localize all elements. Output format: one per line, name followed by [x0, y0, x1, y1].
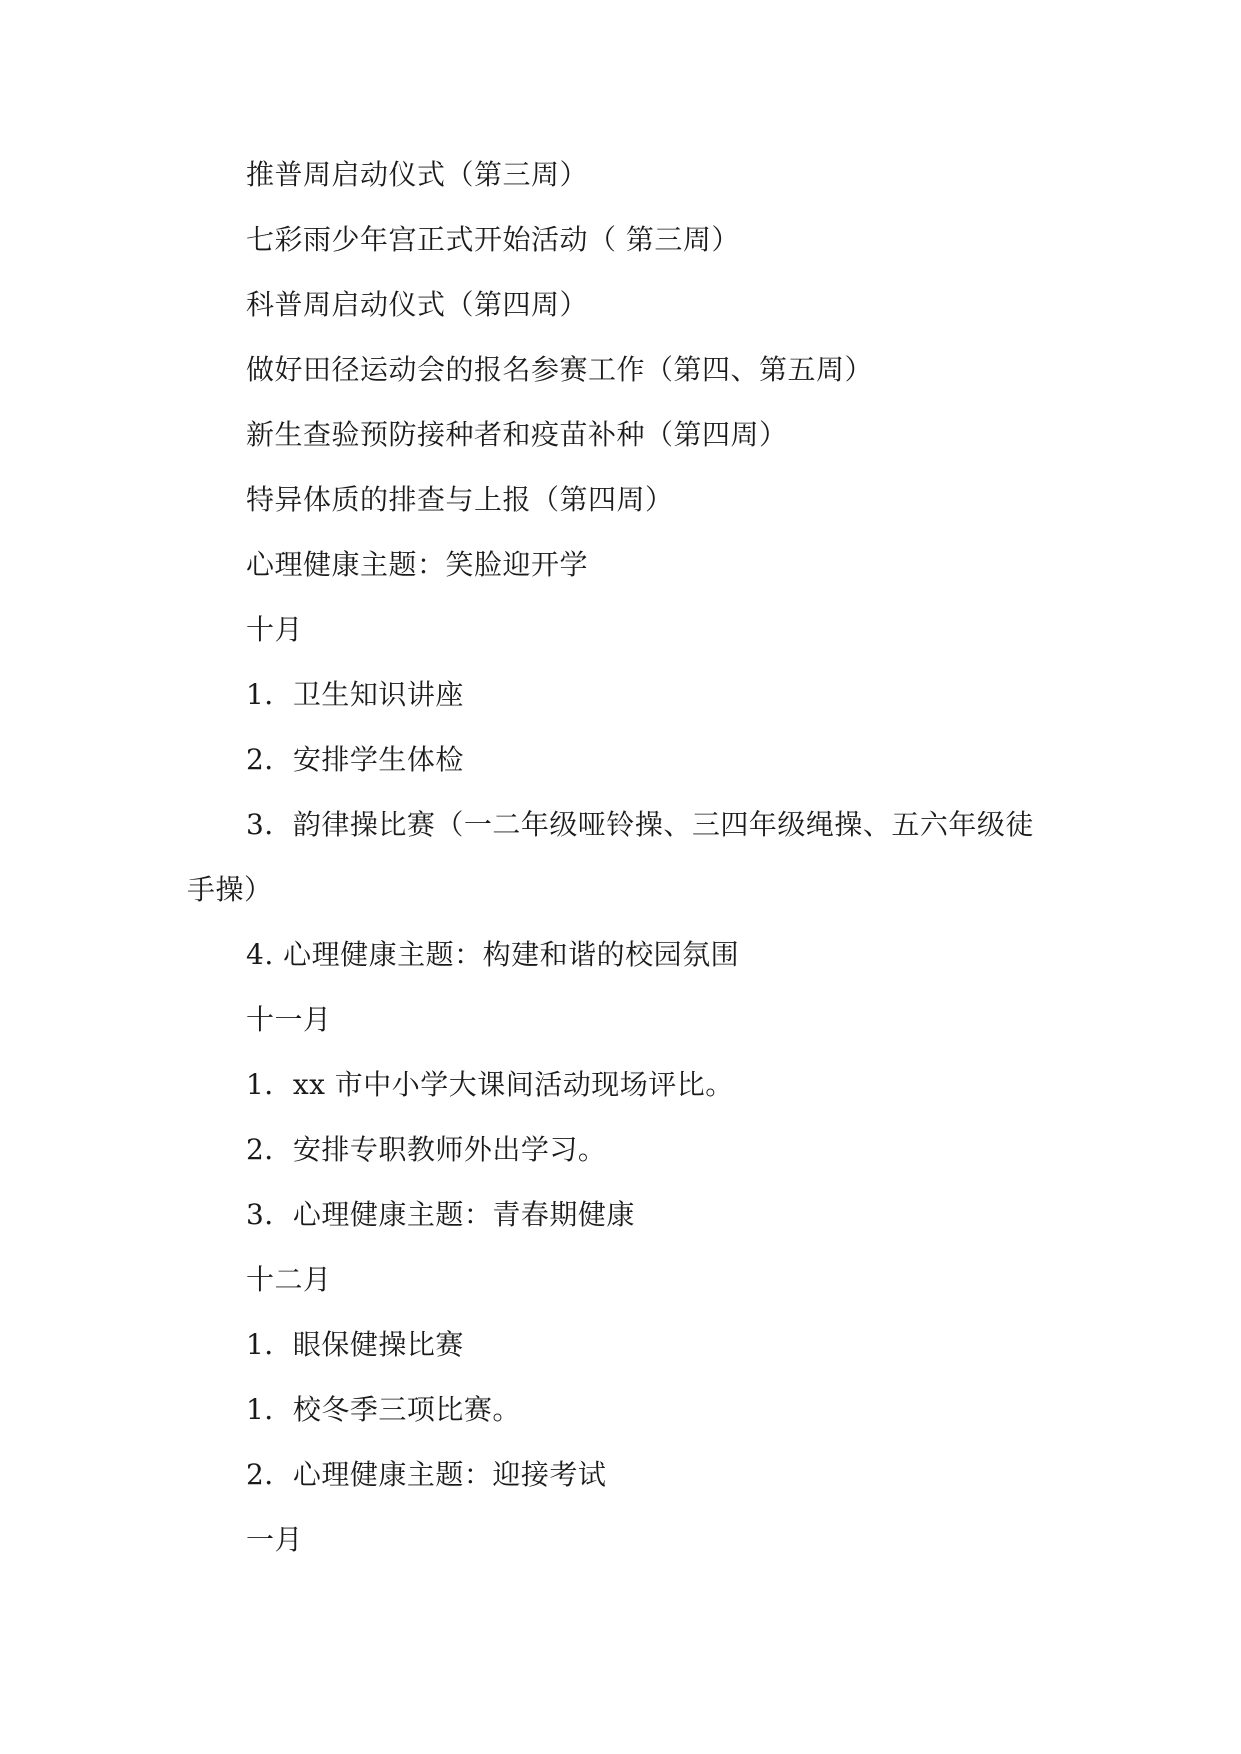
list-item: 2．安排学生体检 [246, 743, 464, 776]
paragraph: 七彩雨少年宫正式开始活动（ 第三周） [246, 223, 740, 256]
paragraph: 心理健康主题：笑脸迎开学 [246, 548, 589, 581]
paragraph: 科普周启动仪式（第四周） [246, 288, 589, 321]
paragraph: 做好田径运动会的报名参赛工作（第四、第五周） [246, 353, 874, 386]
paragraph: 推普周启动仪式（第三周） [246, 158, 589, 191]
list-item: 1．xx 市中小学大课间活动现场评比。 [246, 1068, 734, 1101]
list-item: 2．安排专职教师外出学习。 [246, 1133, 607, 1166]
month-heading: 十一月 [246, 1003, 332, 1036]
paragraph: 新生查验预防接种者和疫苗补种（第四周） [246, 418, 788, 451]
month-heading: 十月 [246, 613, 304, 646]
list-item: 1．卫生知识讲座 [246, 678, 464, 711]
list-item: 1．眼保健操比赛 [246, 1328, 464, 1361]
list-item: 3．心理健康主题：青春期健康 [246, 1198, 635, 1231]
month-heading: 一月 [246, 1523, 304, 1556]
list-item [187, 807, 1057, 908]
list-item: 1．校冬季三项比赛。 [246, 1393, 521, 1426]
list-item: 4. 心理健康主题：构建和谐的校园氛围 [246, 938, 740, 971]
paragraph: 特异体质的排查与上报（第四周） [246, 483, 674, 516]
list-item-line-1: 3．韵律操比赛（一二年级哑铃操、三四年级绳操、五六年级徒 [246, 808, 1034, 841]
month-heading: 十二月 [246, 1263, 332, 1296]
list-item: 2．心理健康主题：迎接考试 [246, 1458, 607, 1491]
document-body [187, 157, 1057, 1587]
list-item-line-2: 手操） [187, 873, 273, 906]
